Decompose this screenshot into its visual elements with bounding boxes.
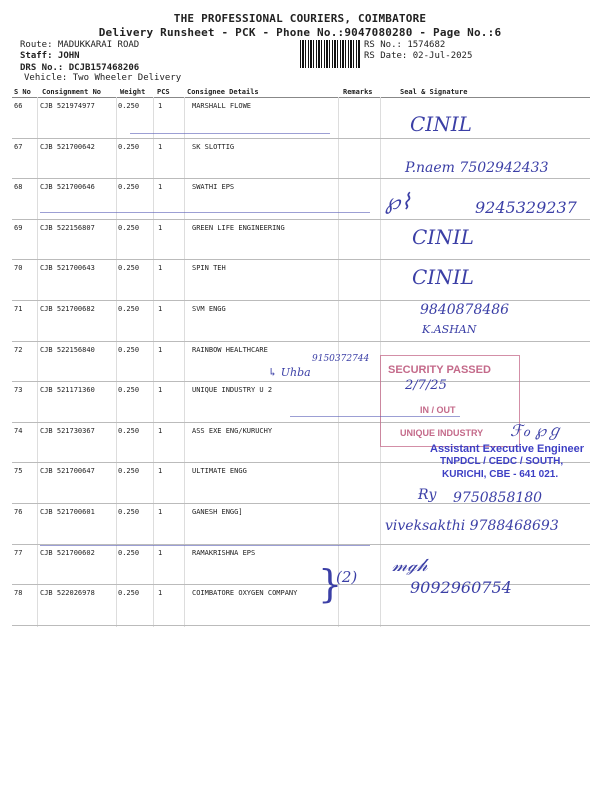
row-sno: 71 bbox=[14, 305, 23, 313]
handwriting-date: 2/7/25 bbox=[405, 378, 447, 393]
row-consignee: SK SLOTTIG bbox=[192, 142, 235, 151]
row-pcs: 1 bbox=[158, 508, 163, 516]
column-divider bbox=[184, 97, 185, 627]
row-weight: 0.250 bbox=[118, 589, 140, 598]
row-consignment-no: CJB 521730367 bbox=[40, 426, 95, 435]
row-consignment-no: CJB 522156807 bbox=[40, 223, 95, 232]
row-pcs: 1 bbox=[158, 345, 163, 354]
row-consignment-no: CJB 521700647 bbox=[40, 467, 95, 476]
pen-stroke bbox=[40, 545, 370, 546]
row-consignee: RAMAKRISHNA EPS bbox=[192, 548, 256, 557]
stamp-text: IN / OUT bbox=[420, 405, 456, 415]
row-consignment-no: CJB 521700601 bbox=[40, 508, 95, 516]
row-pcs: 1 bbox=[158, 386, 163, 395]
table-row-divider bbox=[12, 259, 590, 260]
col-header-seal: Seal & Signature bbox=[400, 88, 468, 96]
handwriting-signature-mark: ℱℴ ℘ℊ bbox=[510, 421, 563, 440]
row-consignment-no: CJB 522026978 bbox=[40, 589, 95, 598]
row-consignment-no: CJB 521700642 bbox=[40, 142, 95, 151]
row-consignee: SPIN TEH bbox=[192, 264, 226, 273]
row-weight: 0.250 bbox=[118, 102, 140, 110]
handwriting-phone: 9245329237 bbox=[475, 198, 577, 217]
row-consignee: UNIQUE INDUSTRY U 2 bbox=[192, 386, 273, 395]
row-weight: 0.250 bbox=[118, 345, 140, 354]
pen-stroke bbox=[40, 212, 370, 213]
row-pcs: 1 bbox=[158, 548, 163, 557]
row-sno: 69 bbox=[14, 223, 23, 232]
row-sno: 76 bbox=[14, 508, 23, 516]
row-sno: 70 bbox=[14, 264, 23, 273]
handwriting-phone: P.naem 7502942433 bbox=[405, 160, 549, 176]
row-consignee: RAINBOW HEALTHCARE bbox=[192, 345, 268, 354]
col-header-sno: S No bbox=[14, 88, 31, 96]
column-divider bbox=[37, 97, 38, 627]
column-divider bbox=[153, 97, 154, 627]
row-sno: 67 bbox=[14, 142, 23, 151]
rs-date: RS Date: 02-Jul-2025 bbox=[364, 51, 473, 61]
row-sno: 75 bbox=[14, 467, 23, 476]
table-row-divider bbox=[12, 178, 590, 179]
row-consignment-no: CJB 521700646 bbox=[40, 183, 95, 192]
vehicle-label: Vehicle: Two Wheeler Delivery bbox=[24, 73, 182, 83]
row-sno: 72 bbox=[14, 345, 23, 354]
handwriting-signature: CINIL bbox=[410, 112, 472, 136]
row-consignee: GREEN LIFE ENGINEERING bbox=[192, 223, 285, 232]
stamp-text: UNIQUE INDUSTRY bbox=[400, 428, 484, 438]
handwriting-phone: 9840878486 bbox=[420, 302, 510, 318]
row-weight: 0.250 bbox=[118, 183, 140, 192]
document-subtitle: Delivery Runsheet - PCK - Phone No.:9047080280 - Page No.:6 bbox=[98, 26, 502, 39]
row-consignee: MARSHALL FLOWE bbox=[192, 102, 252, 110]
barcode-image bbox=[300, 40, 360, 68]
row-consignment-no: CJB 521700643 bbox=[40, 264, 95, 273]
row-pcs: 1 bbox=[158, 467, 163, 476]
seal-text: Assistant Executive Engineer bbox=[430, 443, 585, 455]
col-header-remarks: Remarks bbox=[343, 88, 373, 96]
table-row-divider bbox=[12, 138, 590, 139]
handwriting-phone: 9150372744 bbox=[312, 354, 370, 364]
row-consignee: SWATHI EPS bbox=[192, 183, 235, 192]
row-sno: 73 bbox=[14, 386, 23, 395]
col-header-consignment: Consignment No bbox=[42, 88, 102, 96]
row-weight: 0.250 bbox=[118, 548, 140, 557]
document-title: THE PROFESSIONAL COURIERS, COIMBATORE bbox=[173, 12, 427, 25]
row-pcs: 1 bbox=[158, 426, 163, 435]
row-pcs: 1 bbox=[158, 183, 163, 192]
handwriting-phone: viveksakthi 9788468693 bbox=[385, 518, 559, 534]
handwriting-signature: CINIL bbox=[412, 265, 474, 289]
row-consignee: ULTIMATE ENGG bbox=[192, 467, 247, 476]
row-weight: 0.250 bbox=[118, 305, 140, 313]
row-consignee: COIMBATORE OXYGEN COMPANY bbox=[192, 589, 298, 598]
handwriting-signature-mark: 𝓂ℊ𝒽 bbox=[392, 555, 428, 576]
seal-text: TNPDCL / CEDC / SOUTH, bbox=[440, 456, 564, 467]
row-pcs: 1 bbox=[158, 102, 163, 110]
row-weight: 0.250 bbox=[118, 508, 140, 516]
handwriting-phone: 9092960754 bbox=[410, 578, 512, 597]
col-header-pcs: PCS bbox=[157, 88, 170, 96]
row-consignee: SVM ENGG bbox=[192, 305, 226, 313]
handwriting-name: K.ASHAN bbox=[422, 323, 477, 336]
row-consignment-no: CJB 521700682 bbox=[40, 305, 95, 313]
row-weight: 0.250 bbox=[118, 386, 140, 395]
col-header-consignee: Consignee Details bbox=[187, 88, 259, 96]
row-pcs: 1 bbox=[158, 142, 163, 151]
row-weight: 0.250 bbox=[118, 467, 140, 476]
row-sno: 66 bbox=[14, 102, 23, 110]
handwriting-signature: CINIL bbox=[412, 225, 474, 249]
row-weight: 0.250 bbox=[118, 223, 140, 232]
drs-label: DRS No.: DCJB157468206 bbox=[20, 63, 140, 73]
row-consignment-no: CJB 522156840 bbox=[40, 345, 95, 354]
header-divider bbox=[12, 97, 590, 98]
row-weight: 0.250 bbox=[118, 264, 140, 273]
row-consignment-no: CJB 521974977 bbox=[40, 102, 95, 110]
table-row-divider bbox=[12, 341, 590, 342]
row-sno: 78 bbox=[14, 589, 23, 598]
row-weight: 0.250 bbox=[118, 426, 140, 435]
seal-text: KURICHI, CBE - 641 021. bbox=[442, 469, 559, 480]
row-consignment-no: CJB 521171360 bbox=[40, 386, 95, 395]
handwriting-signature-mark: ℘⌇ bbox=[385, 190, 412, 215]
route-label: Route: MADUKKARAI ROAD bbox=[20, 40, 140, 50]
row-sno: 77 bbox=[14, 548, 23, 557]
row-weight: 0.250 bbox=[118, 142, 140, 151]
handwriting-phone: 9750858180 bbox=[453, 490, 543, 506]
handwriting-brace: } bbox=[318, 562, 343, 606]
column-divider bbox=[116, 97, 117, 627]
row-pcs: 1 bbox=[158, 305, 163, 313]
table-row-divider bbox=[12, 625, 590, 626]
row-consignment-no: CJB 521700602 bbox=[40, 548, 95, 557]
staff-label: Staff: JOHN bbox=[20, 51, 80, 61]
row-pcs: 1 bbox=[158, 264, 163, 273]
row-pcs: 1 bbox=[158, 223, 163, 232]
table-row-divider bbox=[12, 300, 590, 301]
stamp-text: SECURITY PASSED bbox=[388, 364, 491, 376]
row-pcs: 1 bbox=[158, 589, 163, 598]
handwriting-signature-mark: Ɍy bbox=[418, 487, 437, 503]
row-sno: 74 bbox=[14, 426, 23, 435]
row-consignee: GANESH ENGG] bbox=[192, 508, 243, 516]
pen-stroke bbox=[290, 416, 460, 417]
rs-number: RS No.: 1574682 bbox=[364, 40, 446, 50]
col-header-weight: Weight bbox=[120, 88, 146, 96]
handwriting-arrow: ↳ Uhba bbox=[268, 366, 311, 379]
handwriting-count: (2) bbox=[336, 568, 358, 586]
row-consignee: ASS EXE ENG/KURUCHY bbox=[192, 426, 273, 435]
table-row-divider bbox=[12, 219, 590, 220]
pen-stroke bbox=[130, 133, 330, 134]
row-sno: 68 bbox=[14, 183, 23, 192]
